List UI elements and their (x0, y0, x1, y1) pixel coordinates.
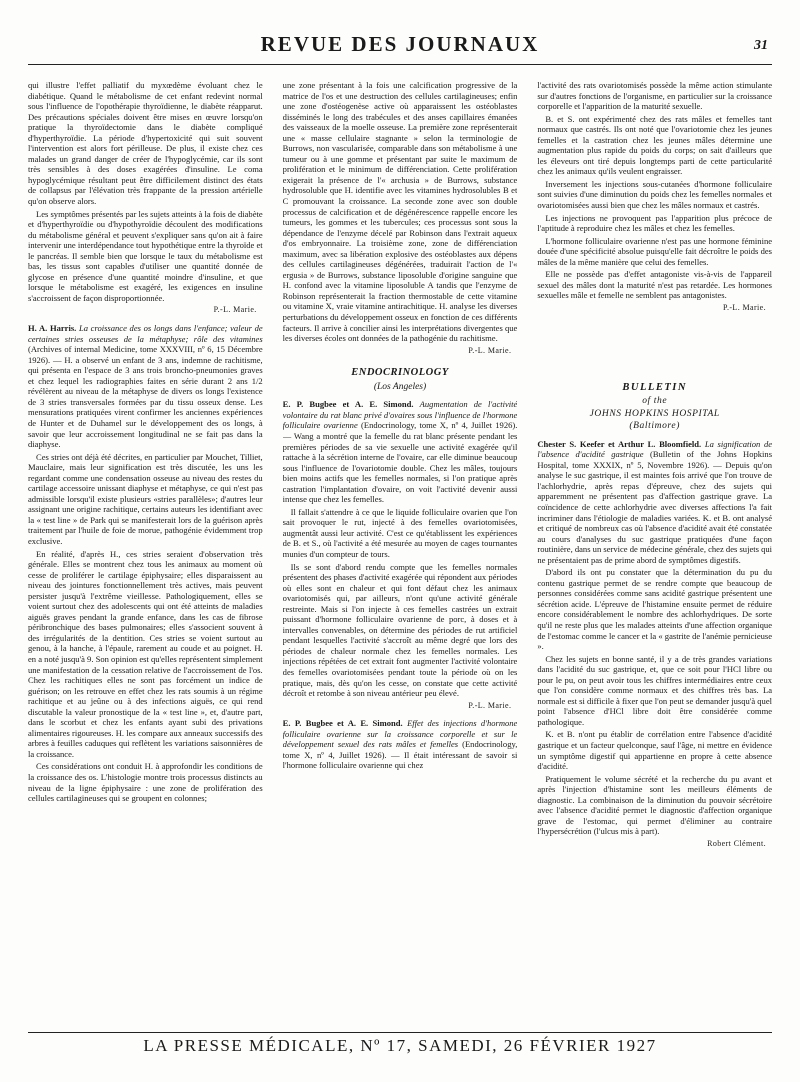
article-signature: Robert Clément. (707, 838, 767, 848)
page-header (28, 30, 772, 65)
paragraph: une zone présentant à la fois une calcification progressive de la matrice de l'os et une destruction des cellules cartilagineuses; enfin une zone d'ostéogenèse active où apparaissent les ostéoblastes disséminés le long des trabécules et des anses capillaires émanées des vaisseaux de la moelle osseuse. La première zone représenterait une « masse cellulaire stagnante » selon la terminologie de Burrows, non vascularisée, comparable dans son métabolisme à une tumeur ou à une gomme et présentant par suite le maximum de prolifération et le minimum de différenciation. Cette prolifération exigerait la présence de l'« archusia » de Burrows, substance hydrosoluble que H. identifie avec les vitamines hydrosolubles B et C promouvant la croissance. La seconde zone avec son double processus de calcification et de dégénérescence rappelle encore les tumeurs, les gommes et les tubercules; ces processus sont sous la dépendance de l'enzyme décelé par Robinson dans l'extrait aqueux d'os embryonnaire. La troisième zone, zone de différenciation maximum, avec sa libération explosive des ostéoblastes aux dépens des cellules cartilagineuses dégénérées, traduirait l'action de l'« ergusia » de Burrows, substance liposoluble d'origine sanguine que H. confond avec la vitamine liposoluble A tandis que l'enzyme de Robinson représenterait la fraction thermostable de cette vitamine ou vitamine X, vraie vitamine antirachitique. H. analyse les diverses perturbations du développement osseux en fonction de ces différents facteurs. Il arrive à concilier ainsi les interprétations divergentes que les diverses écoles ont données de la pathogénie du rachitisme. (282, 80, 518, 344)
bulletin-city: (Baltimore) (629, 421, 680, 432)
article-heading (28, 323, 263, 450)
article-reference: (Bulletin of the Johns Hopkins Hospital, tome XXXIX, nº 5, Novembre 1926). — Depuis qu'on analyse le suc gastrique, il est maintes fois arrivé que l'on trouve de l'achlorhydrie, après repas d'épreuve, chez des sujets qui apparemment ne présentent pas d'affection gastrique grave. La coïncidence de cette achlorhydrie avec diverses affections l'a fait incriminer dans l'étiologie de maladies variées. K. et B. ont analysé et critiqué de nombreux cas où l'absence d'acidité avait été constatée au cours d'analyses du suc gastrique pratiquées d'une façon routinière, dans un service de médecine générale, chez des sujets qui ne présentaient pas de prime abord de symptômes digestifs. (537, 449, 773, 565)
page-number: 31 (754, 38, 768, 53)
text-columns (28, 80, 772, 1028)
article-title: Effet des injections d'hormone folliculaire ovarienne sur la croissance corporelle et sur le développement sexuel des rats mâles et femelles (282, 718, 518, 750)
paragraph: qui illustre l'effet palliatif du myxœdème évoluant chez le diabétique. Quand le métabolisme de cet enfant redevint normal sous l'influence de l'opothérapie thyroïdienne, le diabète réapparut. Des précautions spéciales doivent être mises en œuvre lorsqu'on pratique la thyroïdectomie dans le diabète compliqué d'hyperthyroïdie. La période d'hypertoxicité qui suit souvent l'intervention est alors fort périlleuse. De plus, il existe chez ces malades un grand danger de créer de l'hypoglycémie, car ils sont très sensibles à des doses exagérées d'insuline. Le coma hypoglycémique résultant peut être difficilement distinct des états de collapsus par l'élévation très frappante de la pression artérielle qu'on observe alors. (28, 80, 263, 207)
paragraph: Les symptômes présentés par les sujets atteints à la fois de diabète et d'hyperthyroïdie ou d'hypothyroïdie découlent des modifications du métabolisme général et peuvent s'expliquer sans qu'on ait à faire intervenir une interdépendance tout hypothétique entre la thyroïde et le pancréas. Il semble bien que lorsque le taux du métabolisme est bas, les tissus sont capables d'utiliser une quantité donnée de glycose en présence d'une quantité moindre d'insuline, et que lorsque le métabolisme est exagéré, les exigences en insuline s'accroissent de façon disproportionnée. (28, 208, 263, 303)
bulletin-name: JOHNS HOPKINS HOSPITAL (589, 408, 720, 419)
paragraph: Ils se sont d'abord rendu compte que les femelles normales présentent des phases d'activité exagérée qui répondent aux périodes où elles sont en chaleur et qui font défaut chez les animaux ovariotomisés qui, par ailleurs, n'ont qu'une activité générale restreinte. Mais si l'on injecte à ces femelles castrées un extrait puissant d'hormone folliculaire ovarienne de porc, à doses et à intervalles convenables, on détermine des périodes de rut artificiel pendant lesquelles l'activité s'accroît au même degré que lors des périodes de chaleur normale chez les femelles normales. Les injections répétées de cet extrait font augmenter l'activité volontaire des femelles ovariotomisées pendant toute la période où on les pratique, mais, dès qu'on les cesse, on constate que cette activité décroît et retombe à son niveau antérieur peu élevé. (282, 561, 518, 699)
article-author: E. P. Bugbee et A. E. Simond. (282, 399, 414, 410)
article-heading (283, 718, 518, 771)
paragraph: Chez les sujets en bonne santé, il y a de très grandes variations dans l'acidité du suc gastrique, et, que ce soit pour l'HCl libre ou pour le pu, on peut avoir tous les chiffres intermédiaires entre ceux que l'on considère comme normaux et des chiffres très bas. La normale est si difficile à fixer que l'on peut se demander jusqu'à quel point l'absence d'HCl libre doit être considérée comme pathologique. (537, 653, 773, 727)
paragraph: Inversement les injections sous-cutanées d'hormone folliculaire sont suivies d'une diminution du poids chez les femelles normales et ovariotomisées aussi bien que chez les mâles normaux et castrés. (537, 178, 773, 211)
footer-publication-line: LA PRESSE MÉDICALE, Nº 17, SAMEDI, 26 FÉVRIER 1927 (143, 1036, 657, 1055)
column-3 (537, 80, 772, 1028)
column-2 (283, 80, 518, 1028)
section-city: (Los Angeles) (373, 381, 427, 392)
article-signature: P.-L. Marie. (468, 345, 512, 355)
article-title: La signification de l'absence d'acidité gastrique (537, 438, 773, 460)
article-heading (537, 439, 772, 566)
paragraph: K. et B. n'ont pu établir de corrélation entre l'absence d'acidité gastrique et un facteur quelconque, sauf l'âge, ni mettre en évidence un symptôme digestif qui appartienne en propre à cette absence d'acidité. (537, 729, 773, 772)
paragraph: Il fallait s'attendre à ce que le liquide folliculaire ovarien que l'on sait provoquer le rut, injecté à des femelles ovariotomisées, augmentât aussi leur activité. C'est ce qu'établissent les expériences de B. et S., où l'activité a été mesurée au moyen de cages tournantes munies d'un compteur de tours. (282, 506, 518, 559)
paragraph: B. et S. ont expérimenté chez des rats mâles et femelles tant normaux que castrés. Ils ont noté que l'ovariotomie chez les jeunes femelles et la castration chez les jeunes mâles détermine une augmentation plus rapide du poids du corps; on sait d'ailleurs que les éleveurs ont tiré depuis longtemps parti de cette particularité chez les animaux qu'ils veulent engraisser. (537, 113, 773, 177)
section-title: ENDOCRINOLOGY (351, 367, 449, 379)
paragraph: l'activité des rats ovariotomisés possède la même action stimulante sur d'autres fonctions de l'organisme, en particulier sur la croissance corporelle et l'apparition de la maturité sexuelle. (537, 80, 773, 112)
article-title: Augmentation de l'activité volontaire du rat blanc privé d'ovaires sous l'influence de l'hormone folliculaire ovarienne (282, 399, 518, 431)
article-signature: P.-L. Marie. (723, 302, 767, 312)
paragraph: L'hormone folliculaire ovarienne n'est pas une hormone féminine douée d'une spécificité absolue puisqu'elle fait décroître le poids des mâles de la même manière que celui des femelles. (537, 235, 773, 267)
page-footer (28, 1032, 772, 1055)
article-author: E. P. Bugbee et A. E. Simond. (282, 718, 403, 729)
article-reference: (Endocrinology, tome X, nº 4, Juillet 1926). — Wang a montré que la femelle du rat blanc présente pendant les premières périodes de sa vie sexuelle une activité exagérée qu'il rattache à la sécrétion interne de l'ovaire, car elle diminue beaucoup sous l'influence de l'ovariotomie double. Chez les mâles, toujours bien moins actifs que les femelles normales, si l'on pratique après castration l'implantation d'ovaire, on voit l'activité devenir aussi intense que chez les femelles. (282, 420, 518, 505)
paragraph: D'abord ils ont pu constater que la détermination du pu du contenu gastrique permet de se rendre compte que beaucoup de personnes considérées comme sans acidité gastrique présentent une sécrétion acide. L'épreuve de l'histamine ensuite permet de réduire encore considérablement le nombre des achlorhydriques. De sorte qu'il ne reste plus que les malades atteints d'une affection organique de l'estomac comme le cancer et la « gastrite de l'anémie pernicieuse ». (537, 567, 773, 652)
bulletin-title: BULLETIN (622, 382, 687, 394)
paragraph: Les injections ne provoquent pas l'apparition plus précoce de l'aptitude à reproduire chez les mâles et chez les femelles. (537, 212, 773, 234)
paragraph: Ces considérations ont conduit H. à approfondir les conditions de la croissance des os. L'histologie montre trois processus distincts au niveau de la ligne épiphysaire : une zone de prolifération des cellules cartilagineuses qui se groupent en colonnes; (28, 761, 263, 804)
article-signature: P.-L. Marie. (213, 305, 257, 315)
article-reference: (Endocrinology, tome X, nº 4, Juillet 1926). — Il était intéressant de savoir si l'hormone folliculaire ovarienne qui chez (282, 739, 518, 771)
article-author: H. A. Harris. (28, 323, 77, 334)
article-author: Chester S. Keefer et Arthur L. Bloomfield. (537, 438, 702, 449)
paragraph: En réalité, d'après H., ces stries seraient d'observation très générale. Elles se montrent chez tous les animaux au moment où cesse de proliférer le cartilage épiphysaire; elles disparaissent au niveau des jointures fonctionnellement très actives, mais peuvent persister jusqu'à l'extrême vieillesse. Pathologiquement, elles se voient surtout chez des adolescents qui ont été atteints de maladies aiguës graves pendant la grande enfance, dans les cas de fibrose péribronchique des bases pulmonaires; elles s'associent souvent à des irrégularités de la dentition. Ces stries se voient surtout au genou, à la hanche, à l'épaule, rarement au coude et au poignet. H. en a noté jusqu'à 9. Son opinion est qu'elles représentent simplement une manifestation de la cessation relative de l'accroissement de l'os. Chez les rachitiques elles ne sont pas forcément un indice de guérison; on les retrouve en effet chez les rats soumis à un régime rachitique et au jeûne ou à des infections aiguës, ce qui rend discutable la valeur pronostique de la « test line », et, d'autre part, dans le scorbut et chez les enfants ayant subi des privations alimentaires rigoureuses. H. les compare aux anneaux successifs des arbres à feuilles caduques qui reflètent les variations saisonnières de la croissance. (28, 548, 263, 759)
article-reference: (Archives of internal Medicine, tome XXXVIII, nº 6, 15 Décembre 1926). — H. a observé un enfant de 3 ans, indemne de rachitisme, qui présenta en l'espace de 3 ans trois broncho-pneumonies graves et chez lequel les radiographies faites en série durant 2 ans 1/2 révélèrent au niveau de la métaphyse de divers os longs l'existence de 3 stries transversales formées par du tissu osseux dense. Les mensurations pratiquées virent confirmer les anciennes expériences de Hunter et de Duhamel sur le développement des os longs, à savoir que leur accroissement longitudinal ne se fait pas dans la diaphyse. (28, 344, 263, 450)
article-heading (283, 399, 518, 504)
journal-title: REVUE DES JOURNAUX (260, 32, 540, 56)
paragraph: Ces stries ont déjà été décrites, en particulier par Mouchet, Tilliet, Mauclaire, mais leur signification est très discutée, les uns les regardant comme une condensation osseuse au niveau des restes du cartilage accessoire unissant diaphyse et métaphyse, ce qui n'est pas admissible lorsqu'il existe plusieurs «stries parallèles»; d'autres leur assignant une origine rachitique, certains auteurs les identifiant avec la « test line » de Park qui se manifesterait lors de la guérison après traitement par l'huile de foie de morue, pathogénie évidemment trop exclusive. (28, 451, 263, 546)
column-1 (28, 80, 263, 1028)
bulletin-of: of the (642, 396, 668, 407)
article-title: La croissance des os longs dans l'enfance; valeur de certaines stries osseuses de la métaphyse; rôle des vitamines (28, 323, 263, 344)
article-signature: P.-L. Marie. (468, 700, 512, 710)
paragraph: Elle ne possède pas d'effet antagoniste vis-à-vis de l'appareil sexuel des mâles dont la maturité n'est pas retardée. Les hormones sexuelles mâle et femelle ne semblent pas antagonistes. (537, 269, 773, 301)
paragraph: Pratiquement le volume sécrété et la recherche du pu avant et après l'injection d'histamine sont les meilleurs éléments de diagnostic. La combinaison de la diminution du pouvoir sécrétoire avec l'absence d'acidité permet le diagnostic d'affection organique grave de l'estomac, qui permet d'éliminer au contraire l'hypersécrétion (l'ulcus mis à part). (537, 773, 773, 837)
